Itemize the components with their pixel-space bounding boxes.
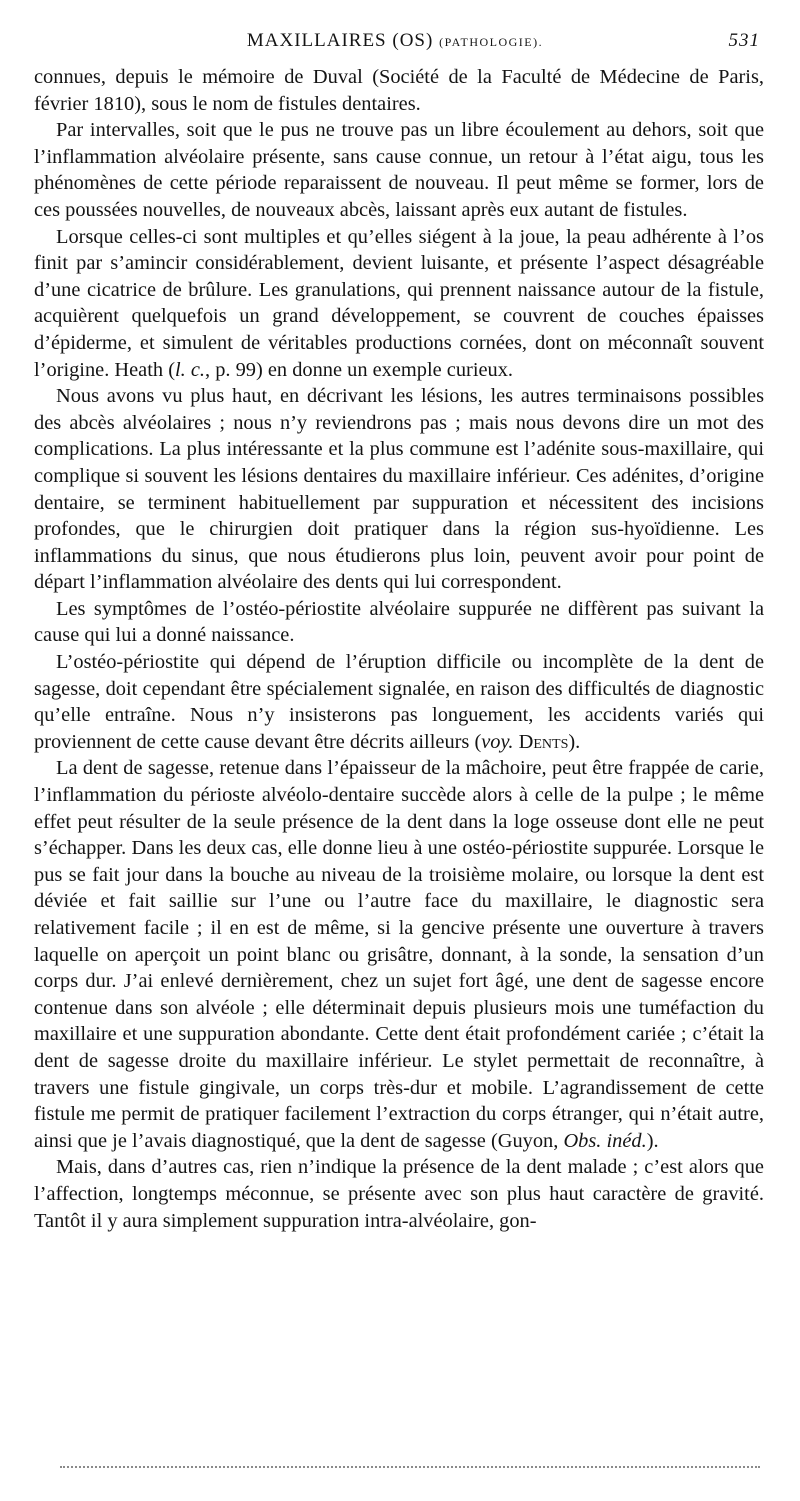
page-number: 531 bbox=[728, 30, 760, 51]
header-title bbox=[30, 30, 760, 52]
paragraph: connues, depuis le mémoire de Duval (Société de la Faculté de Médecine de Paris, février 1810), sous le nom de fistules dentaires. bbox=[34, 66, 764, 115]
paragraph-text: ). bbox=[646, 1129, 659, 1152]
paragraph: Par intervalles, soit que le pus ne trouve pas un libre écoulement au dehors, soit que l’inflammation alvéolaire présente, sans cause connue, un retour à l’état aigu, tous les phénomènes de cette période reparaissent de nouveau. Il peut même se former, lors de ces poussées nouvelles, de nouveaux abcès, laissant après eux autant de fistules. bbox=[34, 119, 764, 221]
running-header bbox=[30, 30, 760, 60]
paragraph: Les symptômes de l’ostéo-périostite alvéolaire suppurée ne diffèrent pas suivant la cause qui lui a donné naissance. bbox=[34, 597, 764, 647]
paragraph bbox=[34, 224, 764, 384]
citation-reference: Obs. inéd. bbox=[563, 1129, 647, 1152]
cross-reference: voy. bbox=[481, 730, 514, 753]
paragraph: Nous avons vu plus haut, en décrivant les lésions, les autres terminaisons possibles des abcès alvéolaires ; nous n’y reviendrons pas ; mais nous devons dire un mot des complications. La plus intéressante et la plus commune est l’adénite sous-maxillaire, qui complique si souvent les lésions dentaires du maxillaire inférieur. Ces adénites, d’origine dentaire, se terminent habituellement par suppuration et nécessitent des incisions profondes, que le chirurgien doit pratiquer dans la région sus-hyoïdienne. Les inflammations du sinus, que nous étudierons plus loin, peuvent avoir pour point de départ l’inflammation alvéolaire des dents qui lui correspondent. bbox=[34, 385, 764, 594]
paragraph bbox=[34, 649, 764, 755]
paragraph-text: La dent de sagesse, retenue dans l’épaisseur de la mâchoire, peut être frappée de carie, l’inflammation du périoste alvéolo-dentaire succède alors à celle de la pulpe ; le même effet peut résulter de la seule présence de la dent dans la loge osseuse dont elle ne peut s’échapper. Dans les deux cas, elle donne lieu à une ostéo-périostite suppurée. Lorsque le pus se fait jour dans la bouche au niveau de la troisième molaire, ou lorsque la dent est déviée et fait saillie sur l’une ou l’autre face du maxillaire, le diagnostic sera relativement facile ; il en est de même, si la gencive présente une ouverture à travers laquelle on aperçoit un point blanc ou grisâtre, donnant, à la sonde, la sensation d’un corps dur. J’ai enlevé dernièrement, chez un sujet fort âgé, une dent de sagesse encore contenue dans son alvéole ; elle déterminait depuis plusieurs mois une tuméfaction du maxillaire et une suppuration abondante. Cette dent était profondément cariée ; c’était la dent de sagesse droite du maxillaire inférieur. Le stylet permettait de reconnaître, à travers une fistule gingivale, un corps très-dur et mobile. L’agrandissement de cette fistule me permit de pratiquer facilement l’extraction du corps étranger, qui n’était autre, ainsi que je l’avais diagnostiqué, que la dent de sagesse (Guyon, bbox=[34, 757, 764, 1152]
paragraph-text: , p. 99) en donne un exemple curieux. bbox=[205, 358, 514, 381]
header-subtitle: (PATHOLOGIE). bbox=[439, 35, 544, 49]
citation-reference: l. c. bbox=[174, 358, 205, 381]
cross-reference-target: Dents bbox=[518, 730, 569, 753]
footer-dotted-rule bbox=[60, 1466, 760, 1468]
paragraph-text: L’ostéo-périostite qui dépend de l’éruption difficile ou incomplète de la dent de sagesse, doit cependant être spécialement signalée, en raison des difficultés de diagnostic qu’elle entraîne. Nous n’y insisterons pas longuement, les accidents variés qui proviennent de cette cause devant être décrits ailleurs ( bbox=[34, 651, 764, 753]
paragraph bbox=[34, 755, 764, 1154]
paragraph-text: Lorsque celles-ci sont multiples et qu’elles siégent à la joue, la peau adhérente à l’os finit par s’amincir considérablement, devient luisante, et présente l’aspect désagréable d’une cicatrice de brûlure. Les granulations, qui prennent naissance autour de la fistule, acquièrent quelquefois un grand développement, se couvrent de couches épaisses d’épiderme, et simulent de véritables productions cornées, dont on méconnaît souvent l’origine. Heath ( bbox=[34, 225, 764, 381]
paragraph-text: ). bbox=[568, 730, 581, 753]
paragraph: Mais, dans d’autres cas, rien n’indique la présence de la dent malade ; c’est alors que l’affection, longtemps méconnue, se présente avec son plus haut caractère de gravité. Tantôt il y aura simplement suppuration intra-alvéolaire, gon- bbox=[34, 1156, 764, 1232]
body-text bbox=[34, 64, 764, 1234]
header-title-text: MAXILLAIRES (OS) bbox=[246, 30, 434, 51]
